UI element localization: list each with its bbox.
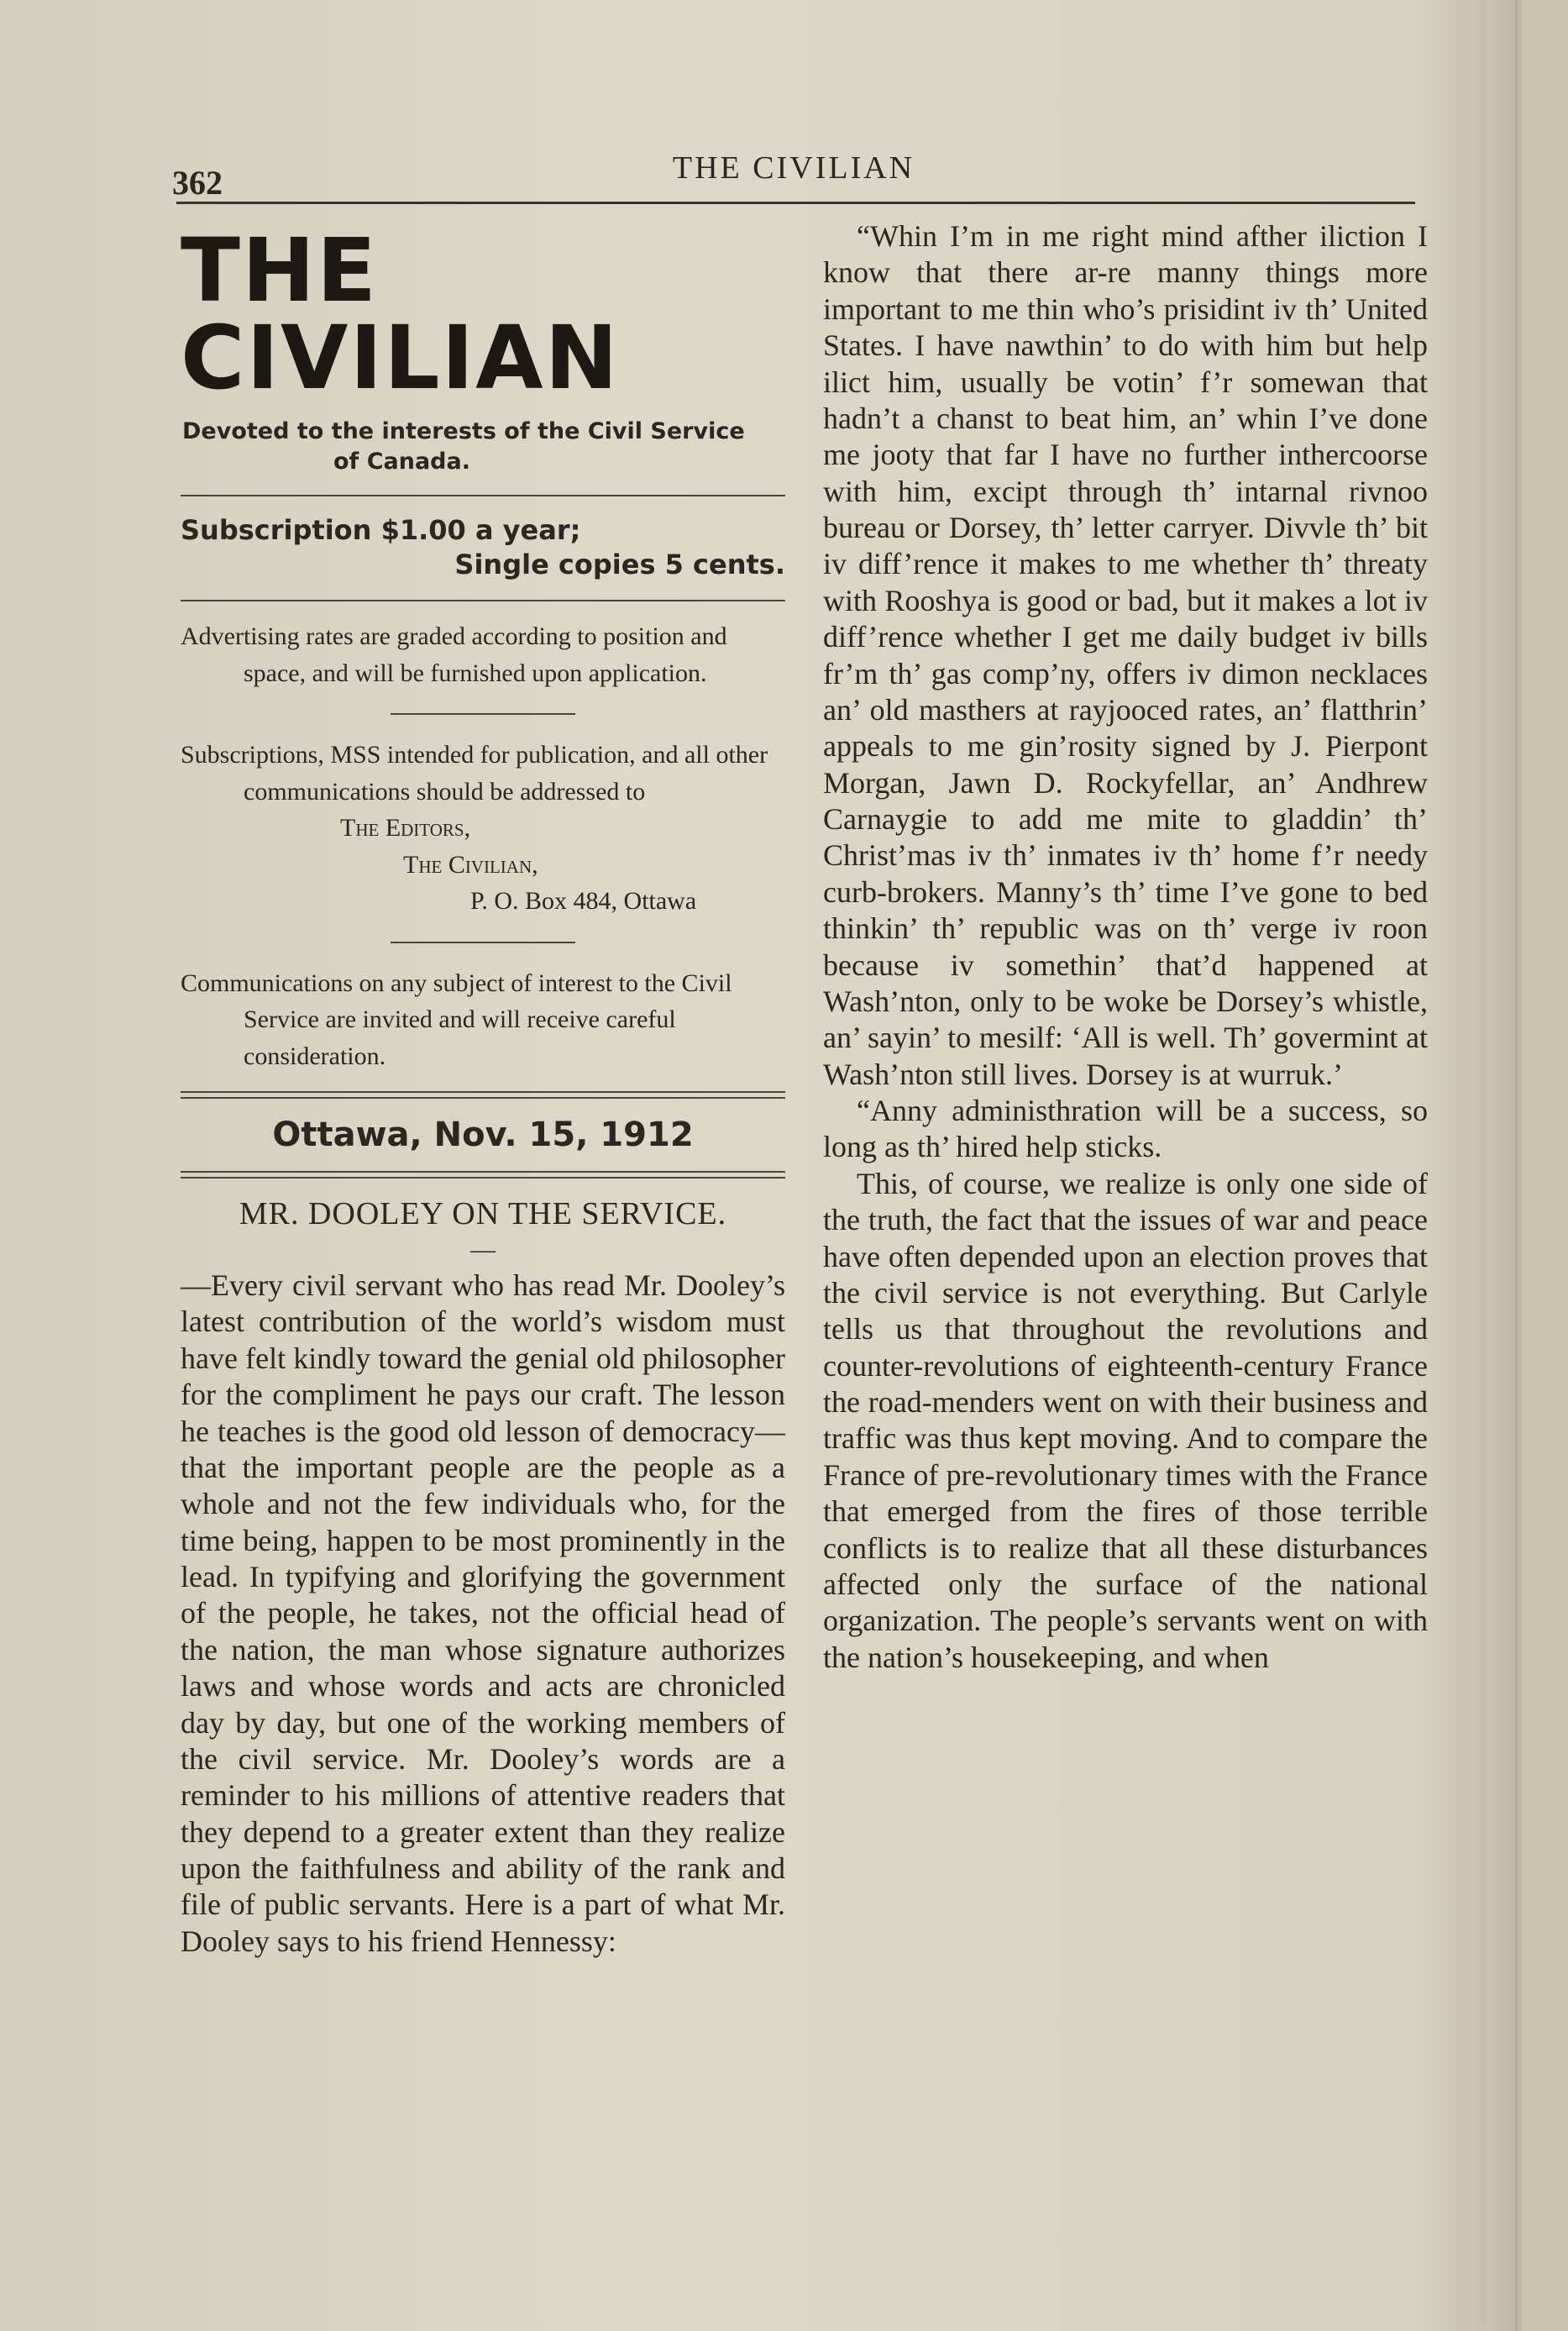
masthead-title: THE CIVILIAN bbox=[181, 219, 620, 409]
masthead-subtitle-line1: Devoted to the interests of the Civil Service bbox=[182, 418, 745, 444]
divider bbox=[181, 600, 785, 601]
right-column bbox=[823, 218, 1428, 1676]
page-edge-line bbox=[1515, 0, 1518, 2331]
editors-address bbox=[181, 810, 785, 920]
communications-notice: Communications on any subject of interest to the Civil Service are invited and will receive careful consideration. bbox=[181, 969, 732, 1070]
masthead-subtitle bbox=[181, 417, 785, 478]
dateline: Ottawa, Nov. 15, 1912 bbox=[272, 1116, 694, 1155]
header-rule bbox=[176, 202, 1415, 204]
masthead-subtitle-line2: of Canada. bbox=[333, 449, 470, 475]
page-edge-shadow bbox=[1522, 0, 1568, 2331]
address-line1: The Editors, bbox=[340, 814, 471, 843]
submissions-notice: Subscriptions, MSS intended for publication, and all other communications should be addressed to bbox=[181, 741, 768, 806]
left-column bbox=[181, 218, 785, 1960]
subscription-info bbox=[181, 513, 785, 583]
address-line2: The Civilian, bbox=[403, 850, 538, 879]
address-line3: P. O. Box 484, Ottawa bbox=[470, 887, 697, 916]
page-number: 362 bbox=[172, 164, 223, 202]
double-rule bbox=[181, 1091, 785, 1099]
divider bbox=[181, 495, 785, 496]
heading-separator: — bbox=[470, 1236, 496, 1264]
double-rule bbox=[181, 1171, 785, 1179]
article-paragraph: —Every civil servant who has read Mr. Dooley’s latest contribution of the world’s wisdom must have felt kindly toward the genial old philosopher for the compliment he pays our craft. The lesson he teaches is the good old lesson of democracy—that the important people are the people as a whole and not the few individuals who, for the time being, happen to be most prominently in the lead. In typifying and glorifying the government of the people, he takes, not the official head of the nation, the man whose signature authorizes laws and whose words and acts are chronicled day by day, but one of the working members of the civil service. Mr. Dooley’s words are a reminder to his millions of attentive readers that they depend to a greater extent than they realize upon the faithfulness and ability of the rank and file of public servants. Here is a part of what Mr. Dooley says to his friend Hennessy: bbox=[181, 1268, 785, 1958]
advertising-notice: Advertising rates are graded according to position and space, and will be furnished upon application. bbox=[181, 622, 727, 687]
running-header bbox=[172, 150, 1415, 200]
subscription-price: Subscription $1.00 a year; bbox=[181, 513, 581, 546]
short-divider bbox=[391, 942, 575, 943]
running-title: THE CIVILIAN bbox=[672, 150, 915, 186]
single-copy-price: Single copies 5 cents. bbox=[454, 549, 785, 581]
article-paragraph: “Anny administhration will be a success, so long as th’ hired help sticks. bbox=[823, 1094, 1428, 1164]
article-paragraph: This, of course, we realize is only one side of the truth, the fact that the issues of war and peace have often depended upon an election proves that the civil service is not everything. But Carlyle tells us that throughout the revolutions and counter-revolutions of eighteenth-century France the road-menders went on with their business and traffic was thus kept moving. And to compare the France of pre-revolutionary times with the France that emerged from the fires of those terrible conflicts is to realize that all these disturbances affected only the surface of the national organization. The people’s servants went on with the nation’s housekeeping, and when bbox=[823, 1166, 1428, 1674]
short-divider bbox=[391, 713, 575, 715]
article-heading: MR. DOOLEY ON THE SERVICE. bbox=[239, 1196, 727, 1232]
article-paragraph: “Whin I’m in me right mind afther iliction I know that there ar-re manny things more important to me thin who’s prisidint iv th’ United States. I have nawthin’ to do with him but help ilict him, usually be votin’ f’r somewan that hadn’t a chanst to beat him, an’ whin I’ve done me jooty that far I have no further inthercoorse with him, excipt through th’ intarnal rivnoo bureau or Dorsey, th’ letter carryer. Divvle th’ bit iv diff’rence it makes to me whether th’ threaty with Rooshya is good or bad, but it makes a lot iv diff’rence whether I get me daily budget iv bills fr’m th’ gas comp’ny, offers iv dimon necklaces an’ old masthers at rayjooced rates, an’ flatthrin’ appeals to me gin’rosity signed by J. Pierpont Morgan, Jawn D. Rockyfellar, an’ Andhrew Carnaygie to add me mite to gladdin’ th’ Christ’mas iv th’ inmates iv th’ home f’r needy curb-brokers. Manny’s th’ time I’ve gone to bed thinkin’ th’ republic was on th’ verge iv roon because iv somethin’ that’d happened at Wash’nton, only to be woke be Dorsey’s whistle, an’ sayin’ to mesilf: ‘All is well. Th’ govermint at Wash’nton still lives. Dorsey is at wurruk.’ bbox=[823, 219, 1428, 1091]
